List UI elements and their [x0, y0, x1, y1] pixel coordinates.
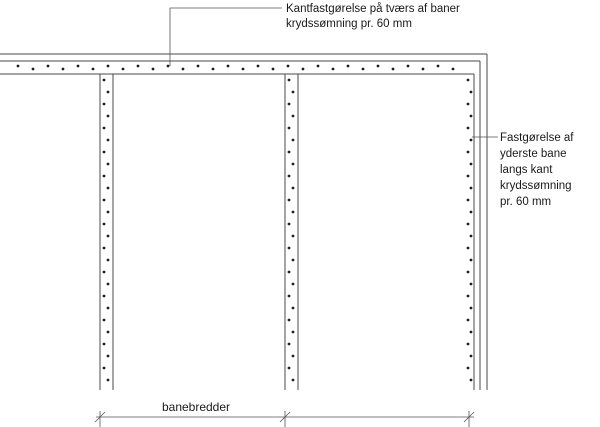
- fastener-dot: [62, 68, 65, 71]
- middle-seam-strip: [285, 74, 298, 390]
- side-callout-line-3: langs kant: [500, 164, 553, 176]
- side-callout-line-1: Fastgørelse af: [500, 132, 574, 144]
- fastener-dot: [467, 367, 470, 370]
- fastener-dot: [182, 68, 185, 71]
- fastener-dot: [292, 379, 295, 382]
- fastener-dot: [452, 68, 455, 71]
- left-seam-strip: [100, 74, 113, 390]
- fastener-dot: [467, 223, 470, 226]
- fastener-dot: [107, 65, 110, 68]
- width-dimension: [95, 400, 474, 427]
- fastener-dot: [288, 295, 291, 298]
- fastener-dot: [470, 379, 473, 382]
- fastener-dot: [467, 343, 470, 346]
- top-callout-leader: [170, 8, 282, 66]
- fastener-dot: [392, 68, 395, 71]
- fastener-dot: [47, 65, 50, 68]
- fastener-dot: [292, 307, 295, 310]
- fastener-dot: [470, 139, 473, 142]
- fastener-dot: [470, 115, 473, 118]
- fastener-dot: [467, 127, 470, 130]
- fastener-dot: [467, 295, 470, 298]
- fastener-dot: [407, 65, 410, 68]
- side-callout-line-5: pr. 60 mm: [500, 196, 552, 208]
- fastener-dot: [288, 223, 291, 226]
- fastener-dot: [288, 175, 291, 178]
- fastener-dot: [103, 223, 106, 226]
- fastener-dot: [227, 65, 230, 68]
- side-callout-line-4: krydssømning: [500, 180, 572, 192]
- fastener-dot: [362, 68, 365, 71]
- fastener-dot: [288, 271, 291, 274]
- fastener-dot: [107, 259, 110, 262]
- fastener-dot: [197, 65, 200, 68]
- fastener-dot: [103, 271, 106, 274]
- fastener-dot: [17, 65, 20, 68]
- fastener-dot: [292, 235, 295, 238]
- fastener-dot: [103, 247, 106, 250]
- fastener-dot: [437, 65, 440, 68]
- fastener-dot: [288, 367, 291, 370]
- fastener-dot: [467, 103, 470, 106]
- fastener-dot: [467, 199, 470, 202]
- fastener-dot: [103, 295, 106, 298]
- fastener-dot: [467, 319, 470, 322]
- fastener-dot: [470, 283, 473, 286]
- fastener-dot: [103, 199, 106, 202]
- right-edge-strip: [474, 54, 487, 390]
- fastener-dot: [212, 68, 215, 71]
- fastener-dot: [470, 163, 473, 166]
- fastener-dot: [103, 319, 106, 322]
- fastener-dot: [377, 65, 380, 68]
- fastener-dot: [288, 247, 291, 250]
- fastener-dot: [107, 163, 110, 166]
- fastener-dot: [422, 68, 425, 71]
- side-callout-line-2: yderste bane: [500, 148, 567, 160]
- fastener-dot: [470, 259, 473, 262]
- top-callout-line-1: Kantfastgørelse på tværs af baner: [286, 3, 460, 15]
- top-edge-fasteners: [17, 65, 455, 71]
- fastener-dot: [152, 68, 155, 71]
- fastener-dot: [292, 139, 295, 142]
- fastener-dot: [137, 65, 140, 68]
- fastener-dot: [103, 79, 106, 82]
- fastener-dot: [332, 68, 335, 71]
- fastener-dot: [302, 68, 305, 71]
- fastener-dot: [292, 115, 295, 118]
- fastener-dot: [103, 151, 106, 154]
- left-seam-fasteners: [103, 79, 110, 382]
- fastener-dot: [292, 187, 295, 190]
- fastener-dot: [103, 367, 106, 370]
- fastener-dot: [103, 175, 106, 178]
- right-edge-fasteners: [467, 79, 473, 382]
- fastener-dot: [470, 187, 473, 190]
- fastener-dot: [470, 307, 473, 310]
- fastener-dot: [467, 151, 470, 154]
- fastener-dot: [272, 68, 275, 71]
- fastener-dot: [292, 355, 295, 358]
- fastener-dot: [242, 68, 245, 71]
- fastener-dot: [292, 211, 295, 214]
- fastener-dot: [103, 343, 106, 346]
- dimension-label: banebredder: [161, 400, 231, 414]
- fastener-dot: [107, 91, 110, 94]
- fastener-dot: [107, 115, 110, 118]
- fastener-dot: [288, 127, 291, 130]
- fastener-dot: [292, 259, 295, 262]
- fastener-dot: [107, 235, 110, 238]
- fastener-dot: [467, 271, 470, 274]
- fastener-dot: [107, 307, 110, 310]
- fastener-dot: [32, 68, 35, 71]
- fastener-dot: [107, 139, 110, 142]
- fastener-dot: [107, 331, 110, 334]
- fastener-dot: [467, 79, 470, 82]
- fastener-dot: [103, 127, 106, 130]
- middle-seam-fasteners: [288, 79, 295, 382]
- fastener-dot: [107, 211, 110, 214]
- fastener-dot: [107, 187, 110, 190]
- fastener-dot: [467, 175, 470, 178]
- fastener-dot: [470, 235, 473, 238]
- fastener-dot: [287, 65, 290, 68]
- fastener-dot: [470, 91, 473, 94]
- fastener-dot: [292, 283, 295, 286]
- fastener-dot: [288, 343, 291, 346]
- fastener-dot: [467, 247, 470, 250]
- fastener-dot: [288, 319, 291, 322]
- fastener-dot: [92, 68, 95, 71]
- top-edge-strip: [0, 54, 487, 74]
- fastener-dot: [347, 65, 350, 68]
- fastener-dot: [77, 65, 80, 68]
- top-callout: [170, 3, 460, 66]
- fastener-dot: [107, 379, 110, 382]
- fastener-dot: [107, 283, 110, 286]
- fastener-dot: [288, 151, 291, 154]
- fastener-dot: [470, 211, 473, 214]
- fastener-dot: [288, 199, 291, 202]
- fastener-dot: [470, 355, 473, 358]
- fastener-dot: [292, 163, 295, 166]
- fastener-dot: [288, 79, 291, 82]
- fastener-dot: [103, 103, 106, 106]
- fastener-dot: [122, 68, 125, 71]
- fastener-dot: [292, 331, 295, 334]
- fastener-dot: [288, 103, 291, 106]
- fastener-dot: [167, 65, 170, 68]
- fastener-dot: [292, 91, 295, 94]
- fastener-dot: [470, 331, 473, 334]
- fastener-dot: [257, 65, 260, 68]
- fastener-dot: [317, 65, 320, 68]
- top-callout-line-2: krydssømning pr. 60 mm: [286, 18, 412, 30]
- fastener-dot: [107, 355, 110, 358]
